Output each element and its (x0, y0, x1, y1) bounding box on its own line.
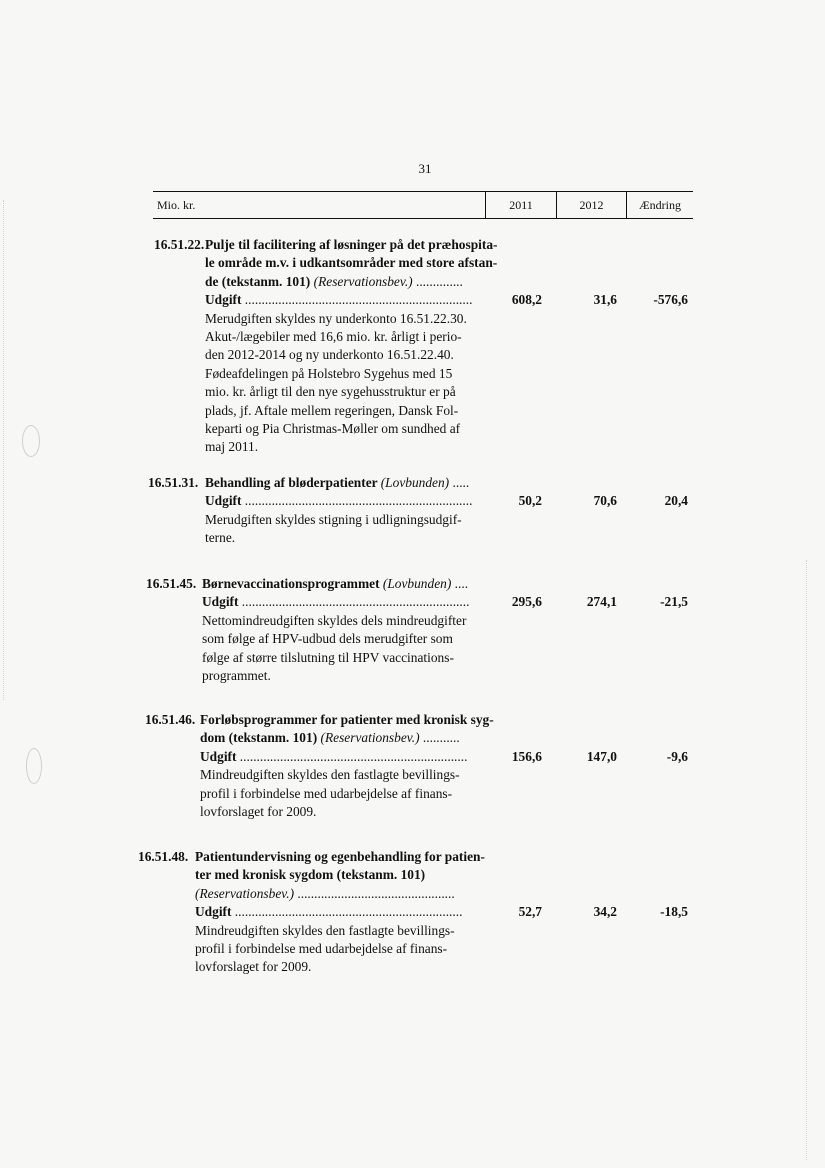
table-header (153, 191, 693, 219)
account-number: 16.51.22. (154, 237, 205, 252)
entry-body (205, 474, 505, 548)
reservation-tag: (Reservationsbev.) (313, 273, 413, 289)
value-2012: 70,6 (593, 493, 617, 509)
entry-title-text: dom (tekstanm. 101) (200, 730, 321, 746)
value-2011: 52,7 (518, 904, 542, 920)
entry-title-line (195, 885, 495, 903)
leader-dots: ........... (419, 730, 460, 746)
value-change: -576,6 (653, 292, 688, 308)
entry-title-line (205, 474, 505, 492)
explanation-line: mio. kr. årligt til den nye sygehusstruktur er på (205, 384, 456, 400)
entry-title-text: de (tekstanm. 101) (205, 273, 314, 289)
entry-title-line: Forløbsprogrammer for patienter med kronisk syg- (200, 712, 494, 727)
explanation-line: Akut-/lægebiler med 16,6 mio. kr. årligt i perio- (205, 329, 462, 345)
leader-dots: ............................................... (294, 885, 455, 901)
expense-line (195, 903, 483, 921)
leader-dots: .................................................................... (238, 594, 470, 610)
leader-dots: .............. (412, 273, 463, 289)
entry-title-line (200, 729, 500, 747)
unit-header: Mio. kr. (157, 197, 196, 212)
leader-dots: .................................................................... (236, 748, 468, 764)
change-header: Ændring (626, 192, 693, 218)
value-2011: 50,2 (518, 493, 542, 509)
entry-title-line: le område m.v. i udkantsområder med store afstan- (205, 255, 498, 271)
value-change: -9,6 (666, 748, 688, 764)
entry-title-line: ter med kronisk sygdom (tekstanm. 101) (195, 867, 426, 883)
account-number: 16.51.48. (138, 849, 189, 864)
expense-label: Udgift (202, 594, 239, 610)
entry-body (202, 575, 502, 685)
explanation-line: profil i forbindelse med udarbejdelse af finans- (195, 941, 448, 957)
expense-line (205, 492, 493, 510)
explanation-line: lovforslaget for 2009. (195, 959, 312, 975)
explanation-line: terne. (205, 530, 236, 546)
entry-title-line: Pulje til facilitering af løsninger på det præhospita- (205, 237, 498, 252)
entry-title-text: Børnevaccinationsprogrammet (202, 576, 383, 591)
value-2012: 34,2 (593, 904, 617, 920)
explanation-line: Nettomindreudgiften skyldes dels mindreudgifter (202, 612, 467, 628)
expense-line (200, 748, 488, 766)
explanation-line: Merudgiften skyldes ny underkonto 16.51.22.30. (205, 310, 467, 326)
leader-dots: ..... (449, 475, 470, 490)
explanation-line: keparti og Pia Christmas-Møller om sundhed af (205, 421, 461, 437)
entry-title-text: Behandling af bløderpatienter (205, 475, 381, 490)
expense-label: Udgift (200, 748, 237, 764)
explanation-line: den 2012-2014 og ny underkonto 16.51.22.40. (205, 347, 454, 363)
leader-dots: .................................................................... (241, 493, 473, 509)
expense-line (205, 291, 493, 309)
expense-label: Udgift (195, 904, 232, 920)
entry-title-line: Patientundervisning og egenbehandling for patien- (195, 849, 485, 864)
entry-title-line (205, 273, 505, 291)
account-number: 16.51.31. (148, 475, 199, 490)
value-2011: 295,6 (511, 594, 542, 610)
explanation-line: plads, jf. Aftale mellem regeringen, Dansk Fol- (205, 402, 459, 418)
value-2011: 156,6 (511, 748, 542, 764)
expense-line (202, 593, 490, 611)
account-number: 16.51.45. (146, 576, 197, 591)
scan-edge-line (806, 560, 807, 1160)
entry-title-line (202, 575, 502, 593)
value-change: -18,5 (660, 904, 688, 920)
entry-body (195, 848, 495, 977)
scan-edge-line (3, 200, 4, 700)
expense-label: Udgift (205, 493, 242, 509)
leader-dots: .................................................................... (241, 292, 473, 308)
leader-dots: .................................................................... (231, 904, 463, 920)
scan-hole-mark (26, 748, 42, 784)
reservation-tag: (Reservationsbev.) (320, 730, 420, 746)
value-change: 20,4 (664, 493, 688, 509)
value-2011: 608,2 (511, 292, 542, 308)
explanation-line: Merudgiften skyldes stigning i udligningsudgif- (205, 511, 462, 527)
explanation-line: Mindreudgiften skyldes den fastlagte bevillings- (195, 922, 455, 938)
value-change: -21,5 (660, 594, 688, 610)
value-2012: 31,6 (593, 292, 617, 308)
explanation-line: Fødeafdelingen på Holstebro Sygehus med 15 (205, 365, 453, 381)
explanation-line: maj 2011. (205, 439, 259, 455)
expense-label: Udgift (205, 292, 242, 308)
year-2012-header: 2012 (556, 192, 626, 218)
explanation-line: profil i forbindelse med udarbejdelse af finans- (200, 785, 453, 801)
explanation-line: som følge af HPV-udbud dels merudgifter som (202, 631, 453, 647)
entry-body (200, 711, 500, 821)
scan-hole-mark (22, 425, 40, 457)
explanation-line: følge af større tilslutning til HPV vaccinations- (202, 649, 454, 665)
explanation-line: programmet. (202, 668, 271, 684)
value-2012: 274,1 (586, 594, 617, 610)
account-number: 16.51.46. (145, 712, 196, 727)
entry-body (205, 236, 505, 457)
reservation-tag: (Reservationsbev.) (195, 885, 295, 901)
page-number: 31 (418, 161, 432, 176)
reservation-tag: (Lovbunden) (382, 576, 452, 591)
value-2012: 147,0 (586, 748, 617, 764)
explanation-line: Mindreudgiften skyldes den fastlagte bevillings- (200, 767, 460, 783)
reservation-tag: (Lovbunden) (380, 475, 450, 490)
year-2011-header: 2011 (485, 192, 556, 218)
leader-dots: .... (451, 576, 469, 591)
explanation-line: lovforslaget for 2009. (200, 804, 317, 820)
